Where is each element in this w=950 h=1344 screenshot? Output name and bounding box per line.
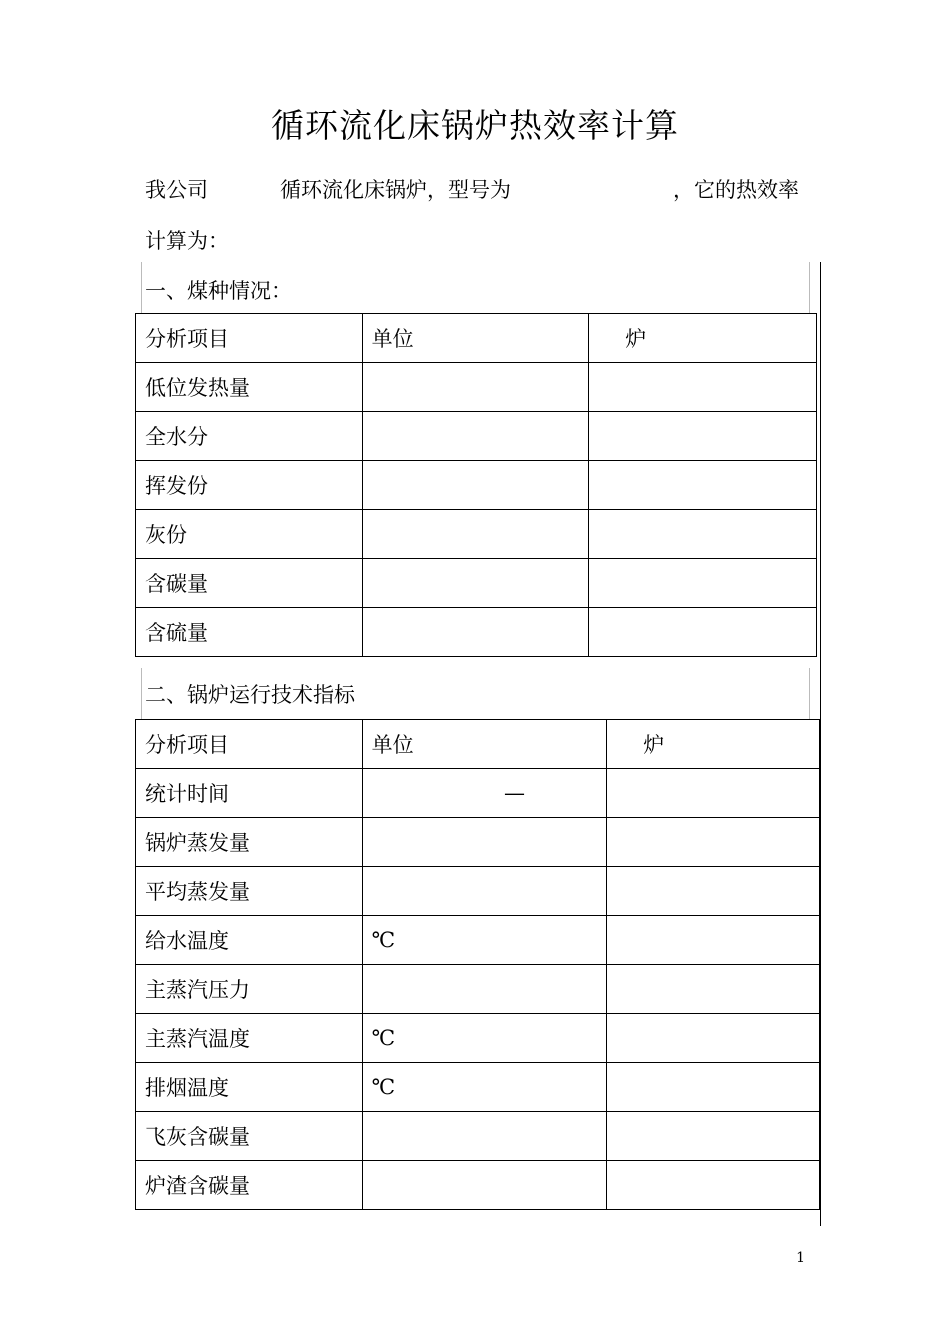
unit-cell: [362, 867, 607, 916]
value-cell: [589, 559, 817, 608]
unit-cell: [362, 818, 607, 867]
item-cell: 平均蒸发量: [136, 867, 363, 916]
table-header-row: [136, 720, 820, 769]
item-cell: 主蒸汽温度: [136, 1014, 363, 1063]
item-cell: 锅炉蒸发量: [136, 818, 363, 867]
table-row: [136, 867, 820, 916]
table-row: [136, 461, 817, 510]
header-cell: 分析项目: [136, 314, 363, 363]
value-cell: [589, 412, 817, 461]
frame-left-line: [141, 262, 142, 314]
header-cell: 炉: [607, 720, 820, 769]
item-cell: 全水分: [136, 412, 363, 461]
table-row: [136, 1161, 820, 1210]
frame-inner-right-line: [809, 262, 810, 314]
item-cell: 给水温度: [136, 916, 363, 965]
table-row: [136, 412, 817, 461]
frame-left-line-2: [141, 668, 142, 720]
unit-cell: [362, 608, 589, 657]
table-row: [136, 916, 820, 965]
item-cell: 低位发热量: [136, 363, 363, 412]
value-cell: [589, 461, 817, 510]
table-header-row: [136, 314, 817, 363]
value-cell: [607, 965, 820, 1014]
unit-cell: —: [362, 769, 607, 818]
value-cell: [589, 608, 817, 657]
item-cell: 含碳量: [136, 559, 363, 608]
table-row: [136, 559, 817, 608]
coal-table: [135, 313, 817, 657]
table-row: [136, 1014, 820, 1063]
boiler-table: [135, 719, 820, 1210]
page-number: 1: [796, 1250, 805, 1266]
value-cell: [589, 363, 817, 412]
intro-text-2: 循环流化床锅炉，型号为: [280, 178, 511, 202]
table-row: [136, 510, 817, 559]
value-cell: [607, 867, 820, 916]
unit-cell: [362, 510, 589, 559]
value-cell: [607, 1014, 820, 1063]
document-title: 循环流化床锅炉热效率计算: [271, 106, 679, 145]
frame-right-line: [820, 262, 821, 1226]
table-row: [136, 1063, 820, 1112]
header-cell: 单位: [362, 314, 589, 363]
section-heading-boiler: 二、锅炉运行技术指标: [145, 683, 355, 707]
value-cell: [607, 1063, 820, 1112]
value-cell: [607, 1112, 820, 1161]
intro-text-3: ，它的热效率: [673, 178, 799, 202]
value-cell: [589, 510, 817, 559]
table-row: [136, 363, 817, 412]
unit-cell: ℃: [362, 1014, 607, 1063]
item-cell: 排烟温度: [136, 1063, 363, 1112]
item-cell: 炉渣含碳量: [136, 1161, 363, 1210]
item-cell: 统计时间: [136, 769, 363, 818]
table-row: [136, 1112, 820, 1161]
unit-cell: [362, 461, 589, 510]
header-cell: 炉: [589, 314, 817, 363]
intro-text-4: 计算为：: [145, 229, 229, 253]
unit-cell: [362, 965, 607, 1014]
header-cell: 单位: [362, 720, 607, 769]
unit-cell: [362, 559, 589, 608]
unit-cell: ℃: [362, 916, 607, 965]
section-heading-coal: 一、煤种情况：: [145, 279, 292, 303]
unit-cell: [362, 363, 589, 412]
item-cell: 主蒸汽压力: [136, 965, 363, 1014]
frame-inner-right-line-2: [809, 668, 810, 720]
intro-text-1: 我公司: [145, 178, 208, 202]
item-cell: 挥发份: [136, 461, 363, 510]
header-cell: 分析项目: [136, 720, 363, 769]
unit-cell: [362, 1112, 607, 1161]
unit-cell: [362, 1161, 607, 1210]
table-row: [136, 818, 820, 867]
table-row: [136, 769, 820, 818]
item-cell: 飞灰含碳量: [136, 1112, 363, 1161]
unit-cell: ℃: [362, 1063, 607, 1112]
table-row: [136, 965, 820, 1014]
table-row: [136, 608, 817, 657]
item-cell: 灰份: [136, 510, 363, 559]
value-cell: [607, 1161, 820, 1210]
item-cell: 含硫量: [136, 608, 363, 657]
value-cell: [607, 769, 820, 818]
unit-cell: [362, 412, 589, 461]
value-cell: [607, 818, 820, 867]
value-cell: [607, 916, 820, 965]
